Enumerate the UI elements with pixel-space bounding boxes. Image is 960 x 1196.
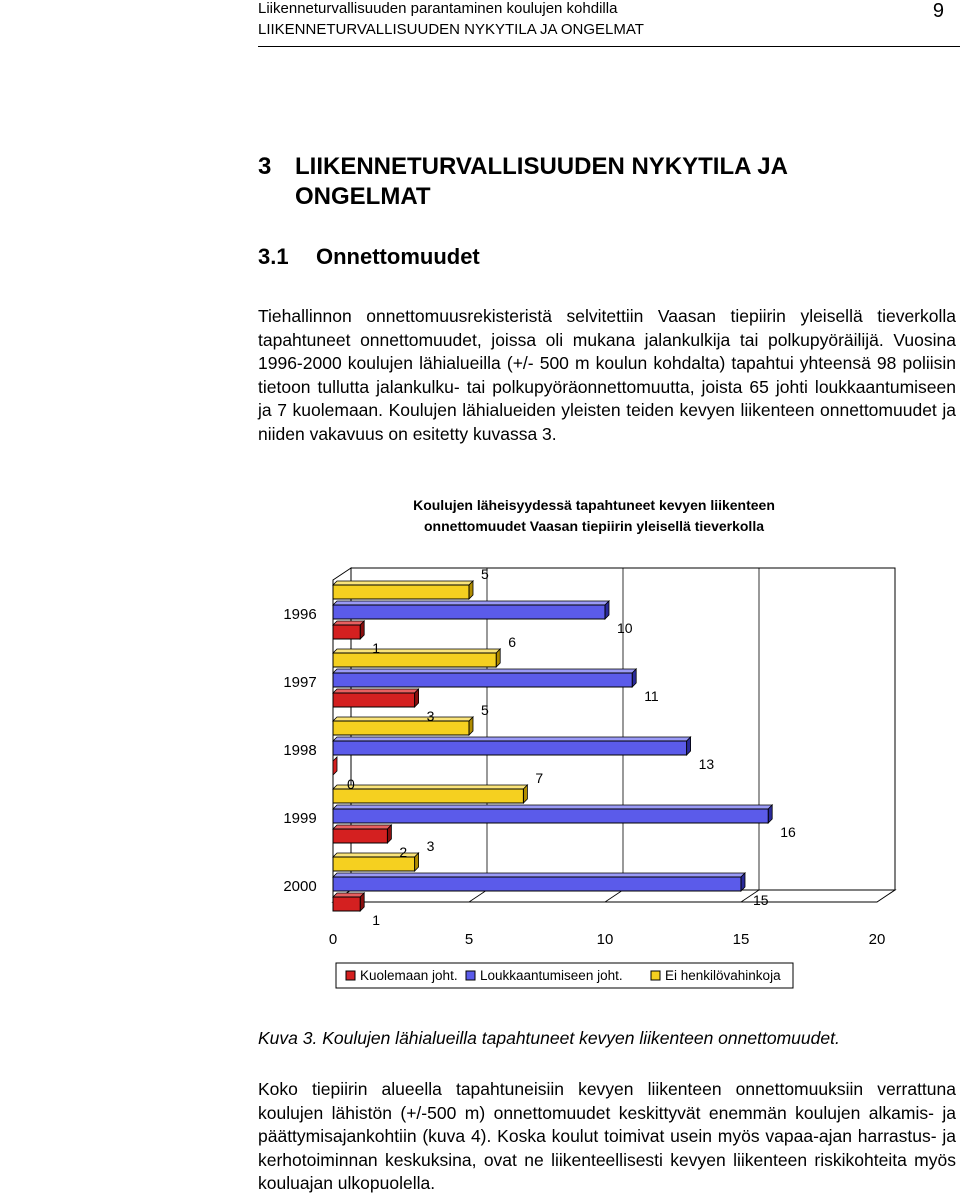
subsection-number: 3.1 [258,244,289,269]
bar-1996-ei [333,585,469,599]
chart-title-line1: Koulujen läheisyydessä tapahtuneet kevyen liikenteen [413,497,775,513]
bar-top-face [333,805,772,809]
chart-legend-swatch [651,971,660,980]
bar-top-face [333,893,364,897]
chart-data-label: 3 [426,838,435,854]
chart-data-label: 0 [347,776,355,792]
chart-x-tick-labels [329,931,886,948]
body-paragraph-1: Tiehallinnon onnettomuusrekisteristä selvitettiin Vaasan tiepiirin yleisellä tieverkolla tapahtuneet onnettomuudet, joissa oli mukana jalankulkija tai polkupyöräilijä. Vuosina 1996-2000 koulujen lähialueilla (+/- 500 m koulun kohdalta) tapahtui yhteensä 98 poliisin tietoon tullutta jalankulku- tai polkupyöräonnettomuutta, joista 65 johti loukkaantumiseen ja 7 kuolemaan. Koulujen lähialueiden yleisten teiden kevyen liikenteen onnettomuudet ja niiden vakavuus on esitetty kuvassa 3. [258,306,956,444]
chart-data-label: 13 [698,756,715,772]
bar-1997-ei [333,653,496,667]
chart-x-tick-label: 0 [328,931,338,948]
header-rule [258,46,960,47]
chart-category-label: 1998 [283,742,317,759]
chart-legend [336,963,793,988]
chart-x-tick-label: 5 [464,931,474,948]
bar-top-face [333,785,527,789]
chart-x-tick-label: 20 [868,931,886,948]
body-paragraph-2: Koko tiepiirin alueella tapahtuneisiin kevyen liikenteen onnettomuuksiin verrattuna koulujen lähistön (+/-500 m) onnettomuudet keskittyvät enemmän koulujen alkamis- ja päättymisajankohtiin (kuva 4). Koska koulut toimivat usein myös vapaa-ajan harrastus- ja kerhotoiminnan keskuksina, ovat ne liikenteellisesti kevyen liikenteen riskikohteita myös kouluajan ulkopuolella. [258,1079,956,1194]
bar-1996-loukkaantumiseen [333,605,605,619]
bar-2000-loukkaantumiseen [333,877,741,891]
bar-top-face [333,581,473,585]
chart-data-label: 5 [481,702,489,718]
chart-title-line2: onnettomuudet Vaasan tiepiirin yleisellä tieverkolla [424,518,764,534]
page-number: 9 [932,0,944,22]
chart-category-label: 2000 [283,878,317,895]
bar-2000-kuolemaan [333,897,360,911]
bar-1999-ei [333,789,523,803]
bar-top-face [333,737,691,741]
chart-legend-swatch [466,971,475,980]
bar-1999-loukkaantumiseen [333,809,768,823]
chart-category-label: 1997 [283,674,317,691]
figure-caption: Kuva 3. Koulujen lähialueilla tapahtuneet kevyen liikenteen onnettomuudet. [258,1028,840,1048]
bar-top-face [333,689,419,693]
bar-top-face [333,873,745,877]
bar-1998-ei [333,721,469,735]
bar-top-face [333,601,609,605]
bar-top-face [333,621,364,625]
chart-category-labels [283,606,316,895]
section-number: 3 [258,153,272,180]
chart-data-label: 16 [780,824,796,840]
bar-1997-loukkaantumiseen [333,673,632,687]
section-title: LIIKENNETURVALLISUUDEN NYKYTILA JA ONGELMAT [295,153,788,210]
bar-top-face [333,649,500,653]
running-header-title: Liikenneturvallisuuden parantaminen koulujen kohdilla [258,0,618,17]
chart-data-label: 2 [399,844,408,860]
subsection-heading [258,244,480,270]
chart-legend-label: Kuolemaan joht. [360,968,458,983]
bar-1997-kuolemaan [333,693,415,707]
chart-data-label: 10 [617,620,633,636]
bar-1999-kuolemaan [333,829,387,843]
bar-top-face [333,669,636,673]
bar-1998-loukkaantumiseen [333,741,687,755]
chart-x-tick-label: 10 [596,931,614,948]
chart-data-label: 1 [372,640,380,656]
bar-1996-kuolemaan [333,625,360,639]
chart-data-label: 15 [753,892,769,908]
chart-data-label: 7 [535,770,544,786]
bar-top-face [333,717,473,721]
chart-x-tick-label: 15 [732,931,750,948]
running-header-chapter: LIIKENNETURVALLISUUDEN NYKYTILA JA ONGELMAT [258,21,644,38]
chart-category-label: 1999 [283,810,317,827]
bar-top-face [333,825,391,829]
chart-legend-label: Loukkaantumiseen joht. [480,968,623,983]
subsection-title: Onnettomuudet [316,244,480,269]
chart-data-label: 1 [372,912,380,928]
chart-data-label: 5 [481,566,489,582]
chart-data-label: 6 [508,634,516,650]
accident-bar-chart [258,490,960,1000]
chart-legend-swatch [346,971,355,980]
chart-legend-label: Ei henkilövahinkoja [665,968,781,983]
chart-data-label: 3 [426,708,435,724]
chart-data-label: 11 [644,688,659,704]
chart-category-label: 1996 [283,606,317,623]
